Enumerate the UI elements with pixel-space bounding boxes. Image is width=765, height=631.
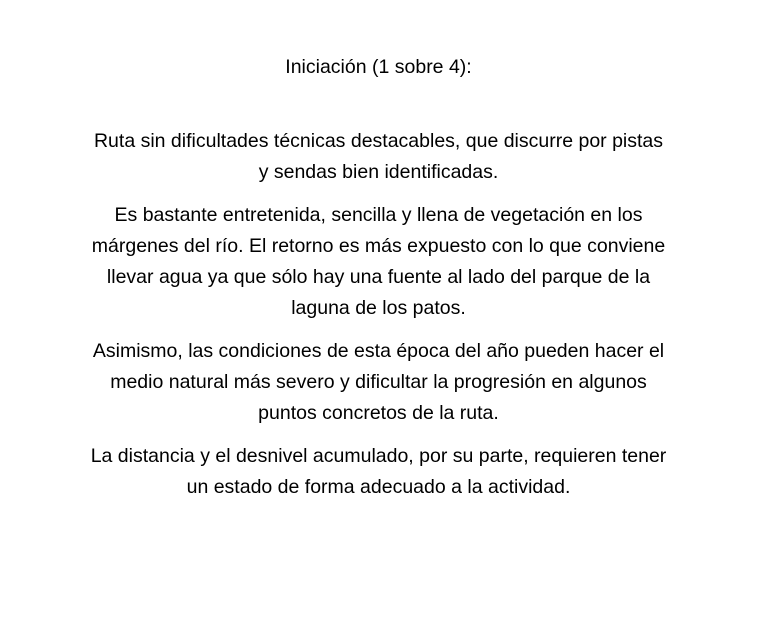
paragraph-fitness: La distancia y el desnivel acumulado, por su parte, requieren tener un estado de forma adecuado a la actividad. <box>90 445 667 498</box>
difficulty-heading: Iniciación (1 sobre 4): <box>285 56 472 78</box>
paragraph-technical: Ruta sin dificultades técnicas destacables, que discurre por pistas y sendas bien identificadas. <box>93 130 664 183</box>
route-description <box>89 126 668 515</box>
paragraph-conditions: Asimismo, las condiciones de esta época del año pueden hacer el medio natural más severo y dificultar la progresión en algunos puntos concretos de la ruta. <box>92 340 665 424</box>
paragraph-route-details: Es bastante entretenida, sencilla y llena de vegetación en los márgenes del río. El retorno es más expuesto con lo que conviene llevar agua ya que sólo hay una fuente al lado del parque de la laguna de los patos. <box>91 204 666 319</box>
